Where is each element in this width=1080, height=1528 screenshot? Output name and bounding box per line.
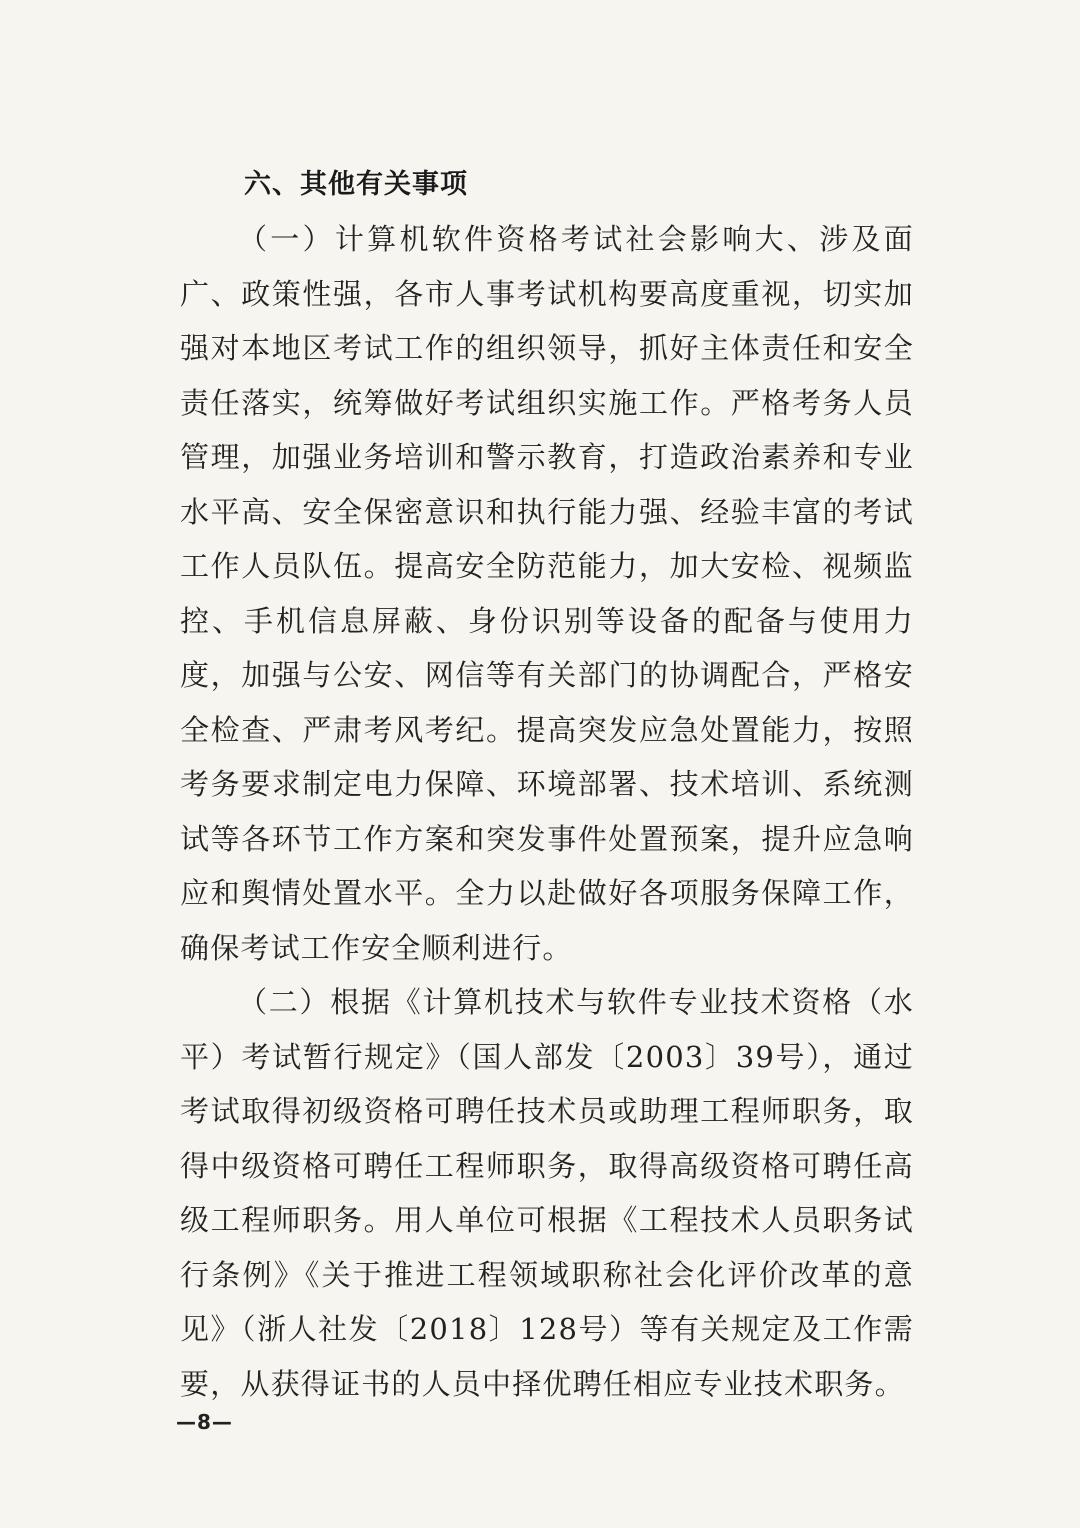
section-heading: 六、其他有关事项 xyxy=(244,169,468,200)
paragraph-2: （二）根据《计算机技术与软件专业技术资格（水平）考试暂行规定》（国人部发〔2003〕39号），通过考试取得初级资格可聘任技术员或助理工程师职务，取得中级资格可聘任工程师职务，取得高级资格可聘任高级工程师职务。用人单位可根据《工程技术人员职务试行条例》《关于推进工程领域职称社会化评价改革的意见》（浙人社发〔2018〕128号）等有关规定及工作需要，从获得证书的人员中择优聘任相应专业技术职务。 xyxy=(180,985,914,1401)
paragraph-1: （一）计算机软件资格考试社会影响大、涉及面广、政策性强，各市人事考试机构要高度重视，切实加强对本地区考试工作的组织领导，抓好主体责任和安全责任落实，统筹做好考试组织实施工作。严格考务人员管理，加强业务培训和警示教育，打造政治素养和专业水平高、安全保密意识和执行能力强、经验丰富的考试工作人员队伍。提高安全防范能力，加大安检、视频监控、手机信息屏蔽、身份识别等设备的配备与使用力度，加强与公安、网信等有关部门的协调配合，严格安全检查、严肃考风考纪。提高突发应急处置能力，按照考务要求制定电力保障、环境部署、技术培训、系统测试等各环节工作方案和突发事件处置预案，提升应急响应和舆情处置水平。全力以赴做好各项服务保障工作，确保考试工作安全顺利进行。 xyxy=(180,222,914,965)
document-body xyxy=(180,158,914,1411)
page-number: —8— xyxy=(176,1410,233,1434)
